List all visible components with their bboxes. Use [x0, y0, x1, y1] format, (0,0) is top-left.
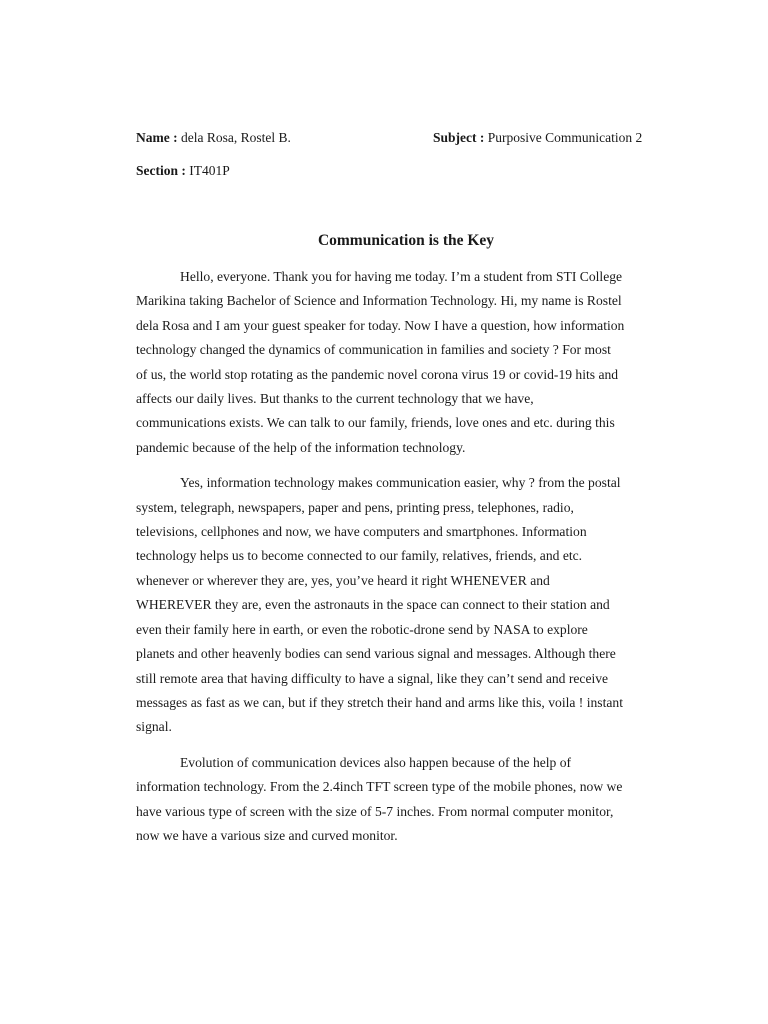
paragraph-line: whenever or wherever they are, yes, you’ve heard it right WHENEVER and [136, 572, 550, 588]
paragraph-line: still remote area that having difficulty to have a signal, like they can’t send and receive [136, 670, 609, 686]
name-value: dela Rosa, Rostel B. [180, 130, 291, 145]
subject-value: Purposive Communication 2 [487, 130, 643, 145]
paragraph-line: Hello, everyone. Thank you for having me today. I’m a student from STI College [180, 269, 623, 284]
document-body [136, 265, 684, 859]
body-paragraph [136, 751, 684, 849]
paragraph-line: information technology. From the 2.4inch TFT screen type of the mobile phones, now we [136, 779, 623, 795]
paragraph-line: pandemic because of the help of the information technology. [136, 439, 466, 455]
paragraph-line: Marikina taking Bachelor of Science and Information Technology. Hi, my name is Rostel [136, 293, 622, 309]
section-field [136, 163, 230, 179]
paragraph-line: signal. [136, 719, 172, 735]
paragraph-line: technology changed the dynamics of communication in families and society ? For most [136, 342, 611, 358]
paragraph-line: communications exists. We can talk to our family, friends, love ones and etc. during this [136, 415, 615, 431]
paragraph-line: WHEREVER they are, even the astronauts in the space can connect to their station and [136, 597, 610, 613]
paragraph-line: now we have a various size and curved monitor. [136, 827, 398, 843]
document-title: Communication is the Key [317, 232, 495, 249]
paragraph-line: Yes, information technology makes communication easier, why ? from the postal [180, 475, 621, 491]
name-field [136, 130, 291, 146]
subject-field [433, 130, 642, 146]
paragraph-line: dela Rosa and I am your guest speaker for today. Now I have a question, how information [136, 317, 625, 333]
paragraph-line: technology helps us to become connected to our family, relatives, friends, and etc. [136, 548, 583, 564]
section-label: Section : [136, 163, 186, 178]
paragraph-line: affects our daily lives. But thanks to the current technology that we have, [136, 391, 534, 407]
paragraph-line: of us, the world stop rotating as the pandemic novel corona virus 19 or covid-19 hits and [136, 366, 619, 382]
paragraph-line: televisions, cellphones and now, we have computers and smartphones. Information [136, 524, 587, 540]
body-paragraph [136, 265, 684, 460]
paragraph-line: planets and other heavenly bodies can send various signal and messages. Although there [136, 646, 616, 662]
section-value: IT401P [189, 163, 230, 178]
paragraph-line: system, telegraph, newspapers, paper and pens, printing press, telephones, radio, [136, 499, 574, 515]
paragraph-line: even their family here in earth, or even the robotic-drone send by NASA to explore [136, 621, 588, 637]
paragraph-line: Evolution of communication devices also happen because of the help of [180, 754, 572, 770]
body-paragraph [136, 471, 684, 739]
paragraph-line: have various type of screen with the size of 5-7 inches. From normal computer monitor, [136, 803, 614, 819]
name-label: Name : [136, 130, 178, 145]
paragraph-line: messages as fast as we can, but if they stretch their hand and arms like this, voila ! instant [136, 694, 623, 710]
subject-label: Subject : [433, 130, 485, 145]
